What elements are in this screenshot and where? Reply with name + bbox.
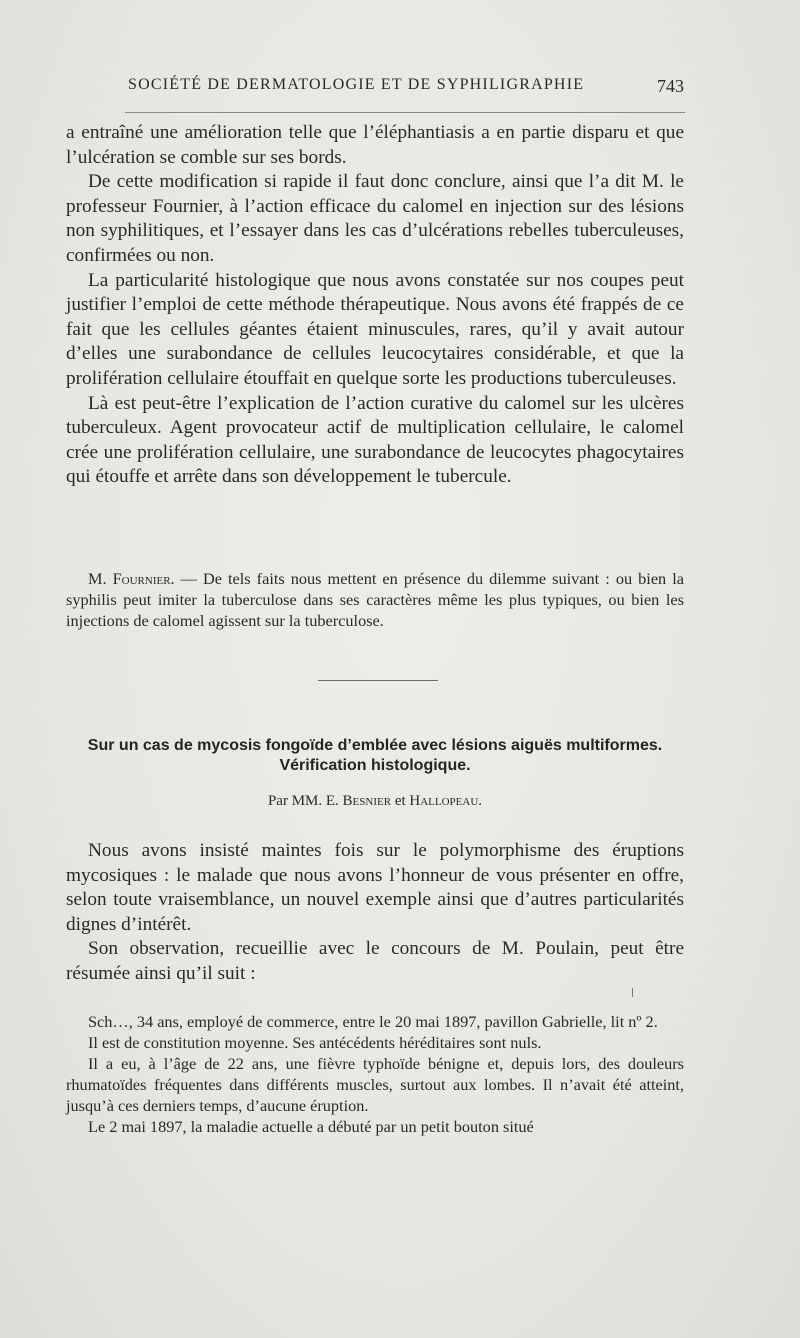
intro-paragraph: a entraîné une amélioration telle que l’éléphantiasis a en partie disparu et que l’ulcération se comble sur ses bords. bbox=[66, 122, 684, 168]
intro-section bbox=[66, 121, 684, 490]
section-separator bbox=[318, 680, 438, 681]
observation-paragraph: Sch…, 34 ans, employé de commerce, entre le 20 mai 1897, pavillon Gabrielle, lit nº 2. bbox=[88, 1012, 658, 1031]
speaker-name: M. Fournier. bbox=[88, 569, 175, 588]
observation-paragraph: Il est de constitution moyenne. Ses antécédents héréditaires sont nuls. bbox=[88, 1033, 542, 1052]
article-title: Sur un cas de mycosis fongoïde d’emblée avec lésions aiguës multiformes. Vérification histologique. bbox=[87, 737, 663, 774]
header-rule bbox=[125, 112, 685, 113]
observation-paragraph: Il a eu, à l’âge de 22 ans, une fièvre typhoïde bénigne et, depuis lors, des douleurs rhumatoïdes fréquentes dans différents muscles, surtout aux lombes. Il n’avait été atteint, jusqu’à ces derniers temps, d’aucune éruption. bbox=[66, 1054, 684, 1115]
discussion-paragraph bbox=[66, 568, 684, 631]
observation-paragraph: Le 2 mai 1897, la maladie actuelle a débuté par un petit bouton situé bbox=[88, 1117, 534, 1136]
margin-mark bbox=[632, 988, 633, 997]
intro-paragraph: La particularité histologique que nous avons constatée sur nos coupes peut justifier l’emploi de cette méthode thérapeutique. Nous avons été frappés de ce fait que les cellules géantes étaient minuscules, rares, qu’il y avait autour d’elles une surabondance de cellules leucocytaires considérable, et que la prolifération cellulaire étouffait en quelque sorte les productions tuberculeuses. bbox=[66, 269, 684, 389]
byline-prefix: Par MM. bbox=[267, 793, 323, 809]
intro-paragraph: Là est peut-être l’explication de l’action curative du calomel sur les ulcères tuberculeux. Agent provocateur actif de multiplication cellulaire, le calomel crée une prolifération cellulaire, une surabondance de leucocytes phagocytaires qui étouffe et arrête dans son développement le tubercule. bbox=[66, 392, 684, 488]
discussion-text: — De tels faits nous mettent en présence du dilemme suivant : ou bien la syphilis peut imiter la tuberculose dans ses caractères même les plus typiques, ou bien les injections de calomel agissent sur la tuberculose. bbox=[66, 569, 684, 630]
article-paragraph: Nous avons insisté maintes fois sur le polymorphisme des éruptions mycosiques : le malade que nous avons l’honneur de vous présenter en offre, selon toute vraisemblance, un nouvel exemple ainsi que d’autres particularités dignes d’intérêt. bbox=[66, 840, 684, 935]
article-body bbox=[66, 839, 684, 987]
discussion-section bbox=[66, 568, 684, 631]
article-byline bbox=[66, 791, 684, 811]
running-title: SOCIÉTÉ DE DERMATOLOGIE ET DE SYPHILIGRAPHIE bbox=[128, 76, 585, 93]
article-paragraph: Son observation, recueillie avec le concours de M. Poulain, peut être résumée ainsi qu’il suit : bbox=[66, 938, 684, 984]
page-header bbox=[118, 72, 684, 102]
author-hallopeau: Hallopeau. bbox=[409, 793, 483, 809]
author-besnier: E. Besnier bbox=[325, 793, 392, 809]
page-number: 743 bbox=[657, 76, 684, 96]
observation-section bbox=[66, 1011, 684, 1137]
intro-paragraph: De cette modification si rapide il faut donc conclure, ainsi que l’a dit M. le professeur Fournier, à l’action efficace du calomel en injection sur des lésions non syphilitiques, et l’essayer dans les cas d’ulcérations rebelles tuberculeuses, confirmées ou non. bbox=[66, 171, 684, 266]
byline-conjunction: et bbox=[394, 793, 406, 809]
